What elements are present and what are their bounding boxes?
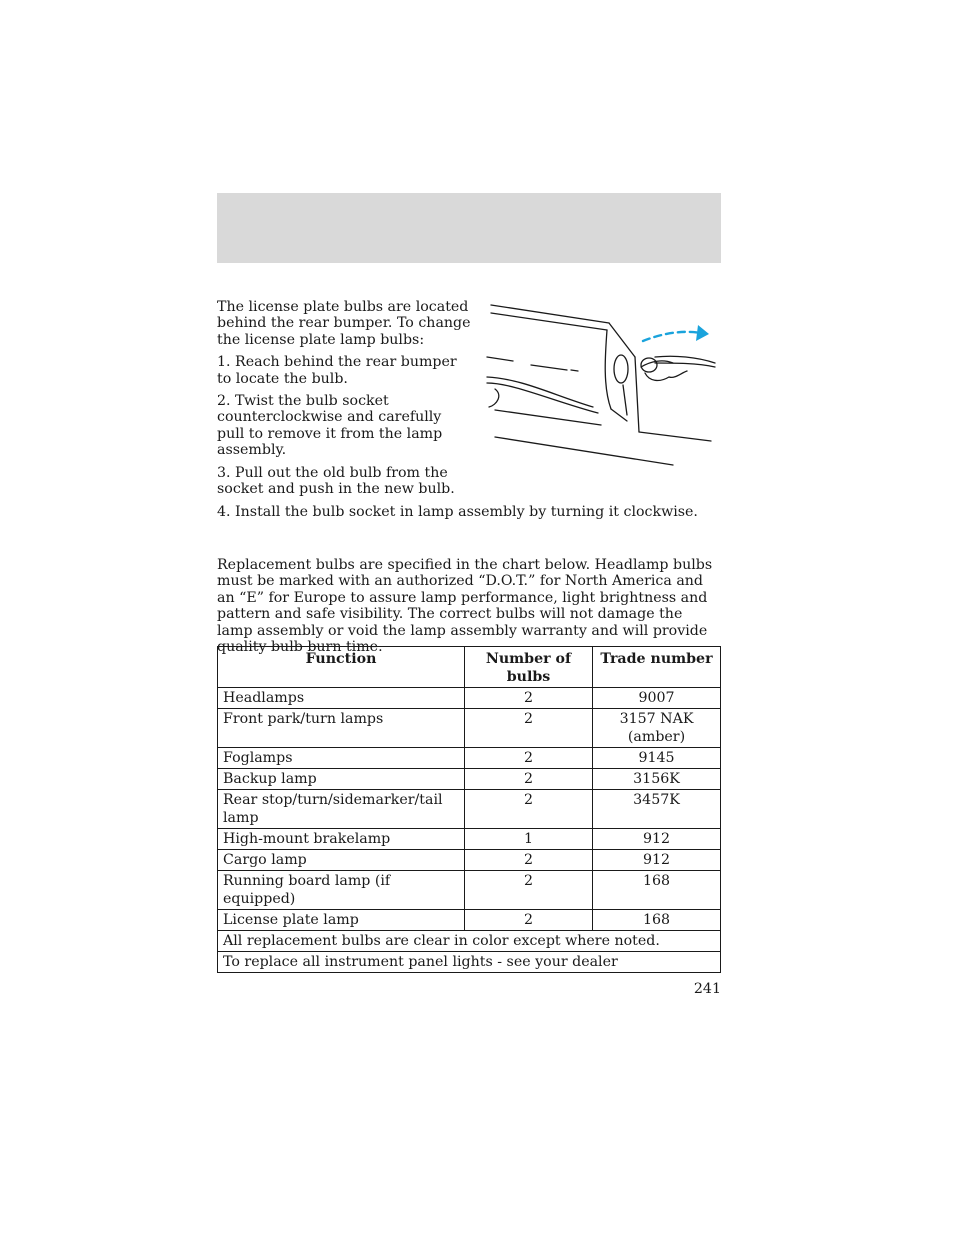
cell-function: Front park/turn lamps — [218, 709, 465, 748]
header-function: Function — [218, 647, 465, 688]
cell-function: Rear stop/turn/sidemarker/tail lamp — [218, 790, 465, 829]
cell-function: Cargo lamp — [218, 850, 465, 871]
table-row — [218, 748, 721, 769]
cell-trade: 3457K — [593, 790, 721, 829]
cell-count: 2 — [465, 748, 593, 769]
replacement-bulbs-paragraph: Replacement bulbs are specified in the chart below. Headlamp bulbs must be marked with an authorized “D.O.T.” for North America and an “E” for Europe to assure lamp performance, light brightness and pattern and safe visibility. The correct bulbs will not damage the lamp assembly or void the lamp assembly warranty and will provide quality bulb burn time. — [217, 557, 713, 656]
cell-trade: 9145 — [593, 748, 721, 769]
step-4: 4. Install the bulb socket in lamp assembly by turning it clockwise. — [217, 504, 698, 520]
cell-count: 1 — [465, 829, 593, 850]
cell-count: 2 — [465, 709, 593, 748]
cell-count: 2 — [465, 790, 593, 829]
step-2: 2. Twist the bulb socket counterclockwise and carefully pull to remove it from the lamp assembly. — [217, 393, 443, 459]
section-header-band — [217, 193, 721, 263]
cell-count: 2 — [465, 850, 593, 871]
cell-trade: 168 — [593, 871, 721, 910]
cell-count: 2 — [465, 769, 593, 790]
cell-count: 2 — [465, 871, 593, 910]
table-row — [218, 790, 721, 829]
header-number-of-bulbs: Number of bulbs — [465, 647, 593, 688]
cell-count: 2 — [465, 688, 593, 709]
cell-trade: 3157 NAK (amber) — [593, 709, 721, 748]
page-number: 241 — [693, 981, 721, 997]
cell-function: Foglamps — [218, 748, 465, 769]
cell-trade: 912 — [593, 829, 721, 850]
table-row — [218, 688, 721, 709]
cell-function: Headlamps — [218, 688, 465, 709]
cell-trade: 3156K — [593, 769, 721, 790]
note-instrument-panel: To replace all instrument panel lights - see your dealer — [218, 952, 721, 973]
cell-function: High-mount brakelamp — [218, 829, 465, 850]
cell-function: Running board lamp (if equipped) — [218, 871, 465, 910]
cell-function: Backup lamp — [218, 769, 465, 790]
cell-trade: 912 — [593, 850, 721, 871]
table-note-row — [218, 952, 721, 973]
cell-count: 2 — [465, 910, 593, 931]
cell-trade: 9007 — [593, 688, 721, 709]
license-plate-bulb-removal-illustration — [483, 297, 721, 469]
note-clear-color: All replacement bulbs are clear in color except where noted. — [218, 931, 721, 952]
bulb-chart-table — [217, 646, 721, 973]
header-trade-number: Trade number — [593, 647, 721, 688]
step-3: 3. Pull out the old bulb from the socket and push in the new bulb. — [217, 464, 455, 498]
table-row — [218, 871, 721, 910]
table-header-row — [218, 647, 721, 688]
table-row — [218, 709, 721, 748]
intro-instructions — [217, 299, 472, 503]
table-row — [218, 769, 721, 790]
table-row — [218, 910, 721, 931]
step-1: 1. Reach behind the rear bumper to locate the bulb. — [217, 354, 457, 387]
table-row — [218, 850, 721, 871]
cell-trade: 168 — [593, 910, 721, 931]
intro-lead: The license plate bulbs are located behind the rear bumper. To change the license plate lamp bulbs: — [217, 299, 471, 348]
cell-function: License plate lamp — [218, 910, 465, 931]
table-row — [218, 829, 721, 850]
table-note-row — [218, 931, 721, 952]
